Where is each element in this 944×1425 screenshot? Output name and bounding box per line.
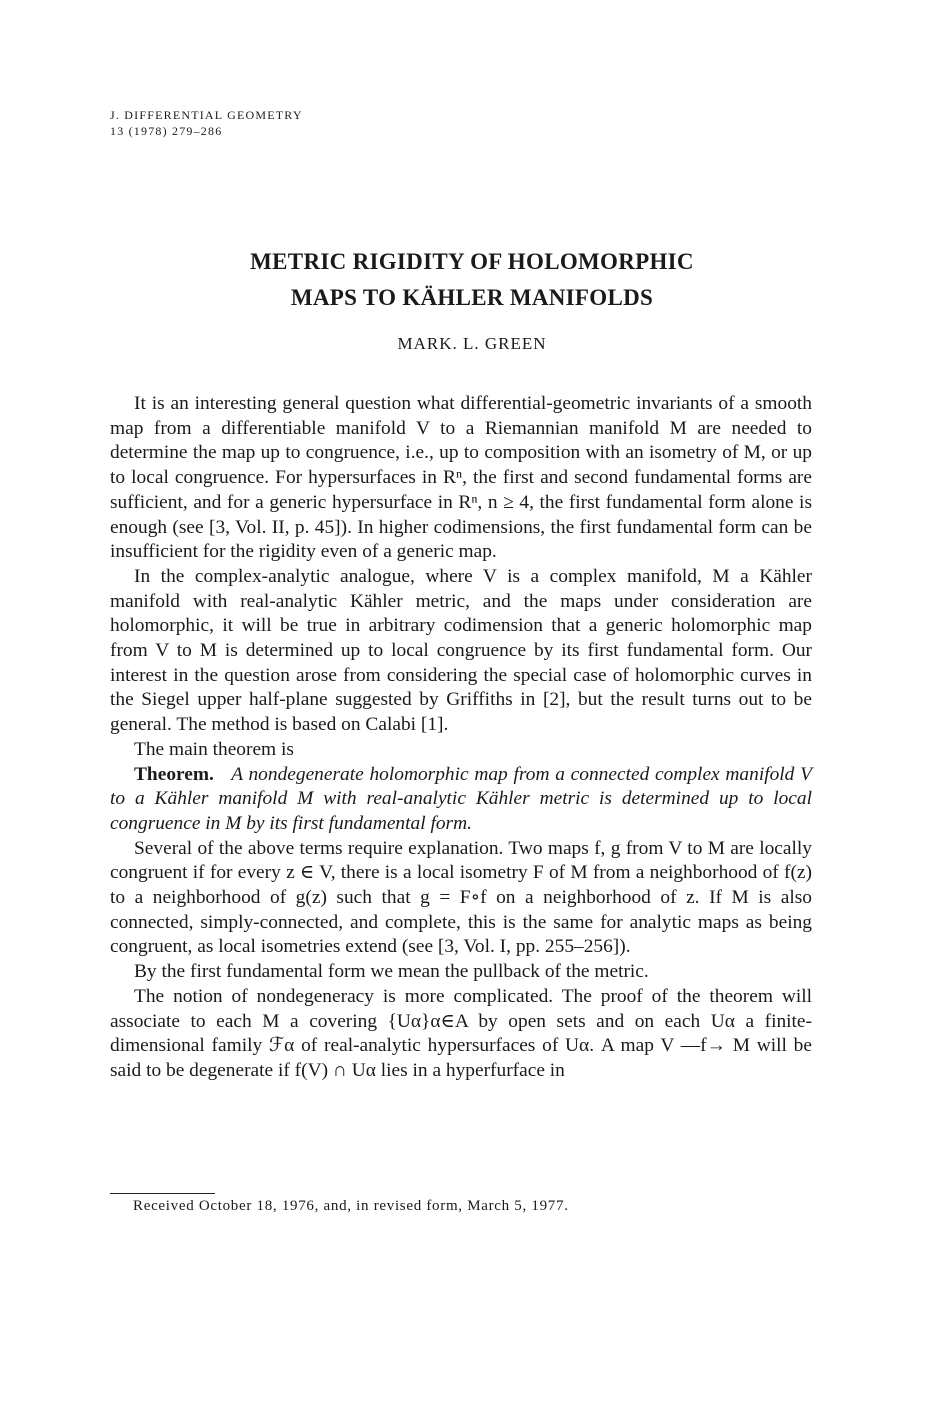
journal-citation: 13 (1978) 279–286 [110, 124, 223, 138]
theorem-label: Theorem. [134, 763, 214, 785]
footnote: Received October 18, 1976, and, in revised form, March 5, 1977. [133, 1198, 569, 1214]
theorem-statement: A nondegenerate holomorphic map from a connected complex manifold V to a Kähler manifold M with real-analytic Kähler metric is determined up to local congruence in M by its first fundamental form. [110, 763, 812, 834]
paragraph-3: The main theorem is [134, 738, 294, 760]
journal-header [110, 107, 303, 139]
paragraph-5: Several of the above terms require explanation. Two maps f, g from V to M are locally congruent if for every z ∈ V, there is a local isometry F of M from a neighborhood of f(z) to a neighborhood of g(z) such that g = F∘f on a neighborhood of z. If M is also connected, simply-connected, and complete, this is the same for analytic maps as being congruent, as local isometries extend (see [3, Vol. I, pp. 255–256]). [110, 837, 812, 958]
paragraph-7: The notion of nondegeneracy is more complicated. The proof of the theorem will associate to each M a covering {Uα}α∈A by open sets and on each Uα a finite-dimensional family ℱα of real-analytic hypersurfaces of Uα. A map V —f→ M will be said to be degenerate if f(V) ∩ Uα lies in a hyperfurface in [110, 985, 812, 1081]
title-line-1: METRIC RIGIDITY OF HOLOMORPHIC [250, 249, 694, 274]
theorem [110, 763, 812, 837]
footnote-rule [110, 1193, 215, 1194]
title-line-2: MAPS TO KÄHLER MANIFOLDS [290, 285, 654, 310]
article-body [110, 392, 812, 1084]
paragraph-6: By the first fundamental form we mean the pullback of the metric. [134, 961, 649, 983]
author-name: MARK. L. GREEN [397, 334, 547, 353]
journal-name: J. DIFFERENTIAL GEOMETRY [110, 108, 303, 122]
paragraph-1: It is an interesting general question what differential-geometric invariants of a smooth map from a differentiable manifold V to a Riemannian manifold M are needed to determine the map up to congruence, i.e., up to composition with an isometry of M, or up to local congruence. For hypersurfaces in Rⁿ, the first and second fundamental forms are sufficient, and for a generic hypersurface in Rⁿ, n ≥ 4, the first fundamental form alone is enough (see [3, Vol. II, p. 45]). In higher codimensions, the first fundamental form can be insufficient for the rigidity even of a generic map. [110, 393, 812, 563]
paragraph-2: In the complex-analytic analogue, where V is a complex manifold, M a Kähler manifold with real-analytic Kähler metric, and the maps under consideration are holomorphic, it will be true in arbitrary codimension that a generic holomorphic map from V to M is determined up to local congruence by its first fundamental form. Our interest in the question arose from considering the special case of holomorphic curves in the Siegel upper half-plane suggested by Griffiths in [2], but the result turns out to be general. The method is based on Calabi [1]. [110, 565, 812, 736]
